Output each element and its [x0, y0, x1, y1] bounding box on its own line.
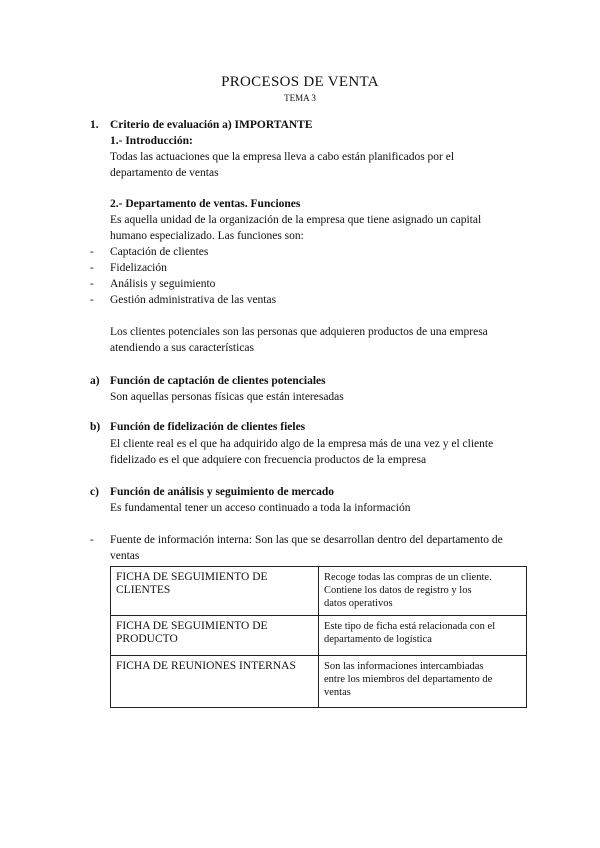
dept-heading: 2.- Departamento de ventas. Funciones [110, 198, 301, 210]
cell-line: CLIENTES [116, 584, 171, 596]
document-title: PROCESOS DE VENTA [221, 74, 379, 90]
function-item: Captación de clientes [110, 246, 209, 258]
bullet-dash: - [90, 534, 94, 546]
function-item: Análisis y seguimiento [110, 278, 216, 290]
cell-line: ventas [324, 687, 351, 698]
table-cell-desc [319, 616, 527, 656]
internal-source-line: ventas [110, 550, 140, 562]
bullet-dash: - [90, 246, 94, 258]
function-heading: Función de captación de clientes potenciales [110, 375, 326, 387]
document-subtitle: TEMA 3 [284, 93, 316, 103]
section-heading: Criterio de evaluación a) IMPORTANTE [110, 119, 313, 131]
function-heading: Función de análisis y seguimiento de mercado [110, 486, 335, 498]
table-cell-name [111, 616, 319, 656]
cell-line: entre los miembros del departamento de [324, 674, 493, 685]
table-row [111, 616, 527, 656]
function-heading: Función de fidelización de clientes fieles [110, 421, 306, 433]
cell-line: PRODUCTO [116, 633, 178, 645]
cell-line: Son las informaciones intercambiadas [324, 661, 484, 672]
function-item: Gestión administrativa de las ventas [110, 294, 277, 306]
note-line: Los clientes potenciales son las personas que adquieren productos de una empresa [110, 326, 488, 338]
table-cell-desc [319, 567, 527, 616]
intro-heading: 1.- Introducción: [110, 135, 193, 147]
cell-line: FICHA DE SEGUIMIENTO DE [116, 571, 268, 583]
dept-line: Es aquella unidad de la organización de la empresa que tiene asignado un capital [110, 214, 482, 226]
cell-line: FICHA DE REUNIONES INTERNAS [116, 660, 296, 672]
cell-line: Este tipo de ficha está relacionada con el [324, 621, 496, 632]
function-text: El cliente real es el que ha adquirido algo de la empresa más de una vez y el cliente [110, 438, 494, 450]
function-item: Fidelización [110, 262, 167, 274]
function-label: c) [90, 486, 99, 498]
cell-line: Contiene los datos de registro y los [324, 585, 472, 596]
function-text: Son aquellas personas físicas que están interesadas [110, 391, 344, 403]
function-label: a) [90, 375, 100, 387]
table-cell-name [111, 567, 319, 616]
table-row [111, 567, 527, 616]
bullet-dash: - [90, 262, 94, 274]
bullet-dash: - [90, 294, 94, 306]
note-line: atendiendo a sus características [110, 342, 255, 354]
function-text: Es fundamental tener un acceso continuado a toda la información [110, 502, 411, 514]
cell-line: Recoge todas las compras de un cliente. [324, 572, 492, 583]
fichas-table [110, 566, 527, 708]
table-cell-desc [319, 656, 527, 708]
intro-line: departamento de ventas [110, 167, 219, 179]
table-cell-name [111, 656, 319, 708]
cell-line: departamento de logística [324, 634, 432, 645]
cell-line: datos operativos [324, 598, 393, 609]
bullet-dash: - [90, 278, 94, 290]
dept-line: humano especializado. Las funciones son: [110, 230, 304, 242]
internal-source-line: Fuente de información interna: Son las que se desarrollan dentro del departamento de [110, 534, 503, 546]
intro-line: Todas las actuaciones que la empresa lleva a cabo están planificados por el [110, 151, 455, 163]
table-row [111, 656, 527, 708]
cell-line: FICHA DE SEGUIMIENTO DE [116, 620, 268, 632]
function-label: b) [90, 421, 101, 433]
function-text: fidelizado es el que adquiere con frecuencia productos de la empresa [110, 454, 427, 466]
section-number: 1. [90, 119, 99, 131]
